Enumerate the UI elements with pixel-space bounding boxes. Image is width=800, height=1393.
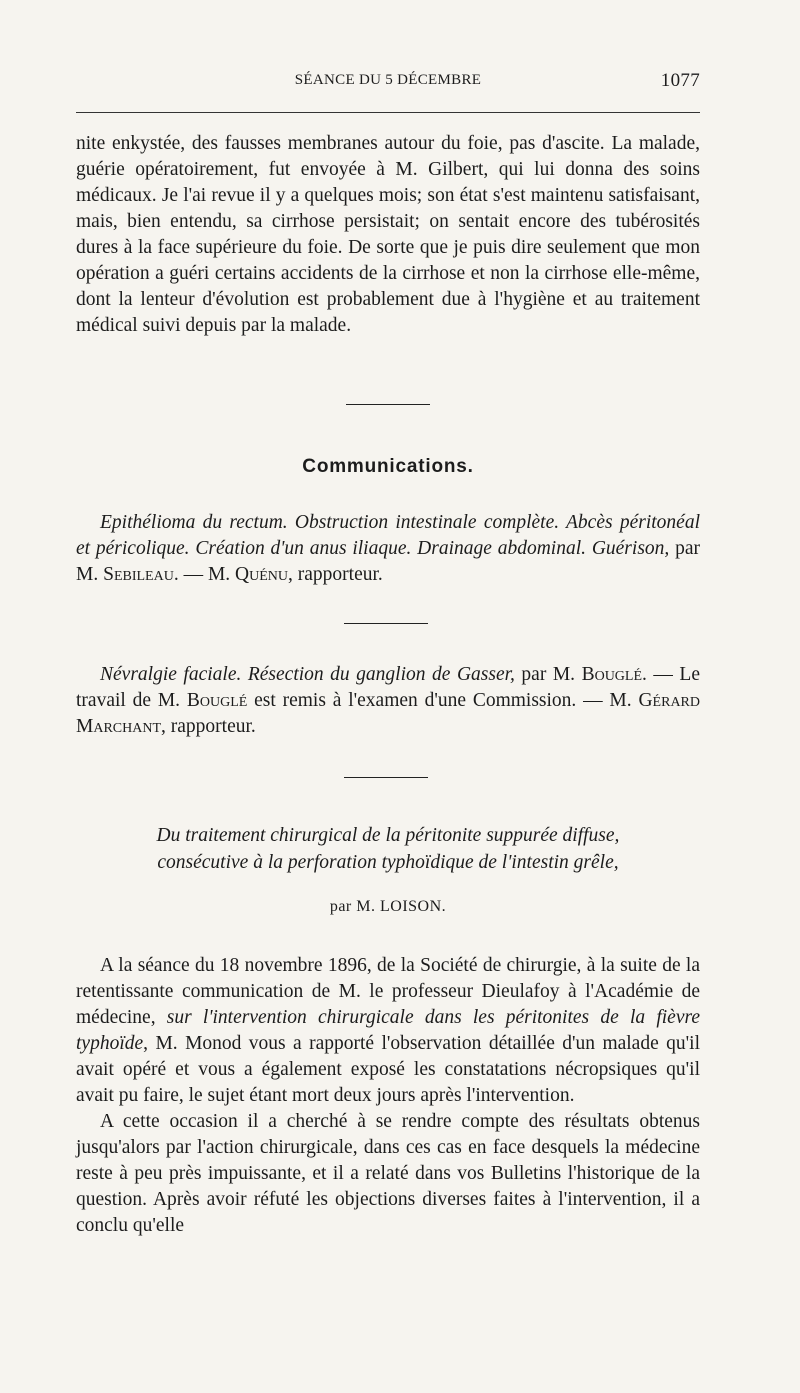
comm2-by: par M. [514, 664, 582, 685]
section-title: Communications. [302, 456, 474, 477]
article-body [76, 953, 700, 1239]
article-title-line-2: consécutive à la perforation typhoïdique de l'intestin grêle, [157, 852, 619, 873]
running-header [76, 70, 700, 94]
communication-2-title: Névralgie faciale. Résection du ganglion de Gasser, [100, 664, 515, 685]
communication-2 [76, 662, 700, 740]
comm2-mid2: est remis à l'examen d'une Commission. — M. [247, 690, 639, 711]
article-paragraph-1 [76, 953, 700, 1109]
header-rule [76, 112, 700, 113]
communication-1-title: Epithélioma du rectum. Obstruction intestinale complète. Abcès péritonéal et péricolique. Création d'un anus iliaque. Drainage abdominal. Guérison, [76, 512, 700, 559]
comm2-author: Bouglé [581, 664, 643, 685]
running-title: SÉANCE DU 5 DÉCEMBRE [294, 72, 482, 88]
comm1-tail: , rapporteur. [288, 564, 383, 585]
comm2-tail: , rapporteur. [161, 716, 256, 737]
comm1-reporter: Quénu [235, 564, 289, 585]
comm1-sep: . — M. [173, 564, 236, 585]
divider-1 [346, 404, 430, 405]
p1-text-b: , M. Monod vous a rapporté l'observation détaillée d'un malade qu'il avait opéré et vous a également exposé les constatations nécropsiques qu'il avait pu faire, le sujet étant mort deux jours après l'intervention. [76, 1033, 700, 1106]
comm2-mid1: . — Le travail de M. [76, 664, 700, 711]
article-byline: par M. LOISON. [329, 898, 447, 915]
article-title-line-1: Du traitement chirurgical de la péritonite suppurée diffuse, [156, 825, 620, 846]
page-number: 1077 [660, 70, 700, 91]
p1-italic: sur l'intervention chirurgicale dans les péritonites de la fièvre typhoïde [76, 1007, 700, 1054]
communication-1 [76, 510, 700, 588]
comm1-author: Sebileau [103, 564, 174, 585]
intro-paragraph: nite enkystée, des fausses membranes autour du foie, pas d'ascite. La malade, guérie opératoirement, fut envoyée à M. Gilbert, qui lui donna des soins médicaux. Je l'ai revue il y a quelques mois; son état s'est maintenu satisfaisant, mais, bien entendu, sa cirrhose persistait; on sentait encore des tubérosités dures à la face supérieure du foie. De sorte que je puis dire seulement que mon opération a guéri certains accidents de la cirrhose et non la cirrhose elle-même, dont la lenteur d'évolution est probablement due à l'hygiène et au traitement médical suivi depuis par la malade. [76, 133, 700, 336]
comm1-by: par M. [76, 538, 700, 585]
p1-text-a: A la séance du 18 novembre 1896, de la Société de chirurgie, à la suite de la retentissante communication de M. le professeur Dieulafoy à l'Académie de médecine, [76, 955, 700, 1028]
divider-3 [344, 777, 428, 778]
communication-2-text [76, 662, 700, 740]
comm2-author2: Bouglé [186, 690, 248, 711]
article-paragraph-2: A cette occasion il a cherché à se rendre compte des résultats obtenus jusqu'alors par l'action chirurgicale, dans ces cas en face desquels la médecine reste à peu près impuissante, et il a relaté dans vos Bulletins l'historique de la question. Après avoir réfuté les objections diverses faites à l'intervention, il a conclu qu'elle [76, 1111, 700, 1236]
comm2-reporter: Gérard Marchant [76, 690, 700, 737]
article-title [76, 822, 700, 876]
divider-2 [344, 623, 428, 624]
intro-block [76, 131, 700, 339]
communication-1-text [76, 510, 700, 588]
